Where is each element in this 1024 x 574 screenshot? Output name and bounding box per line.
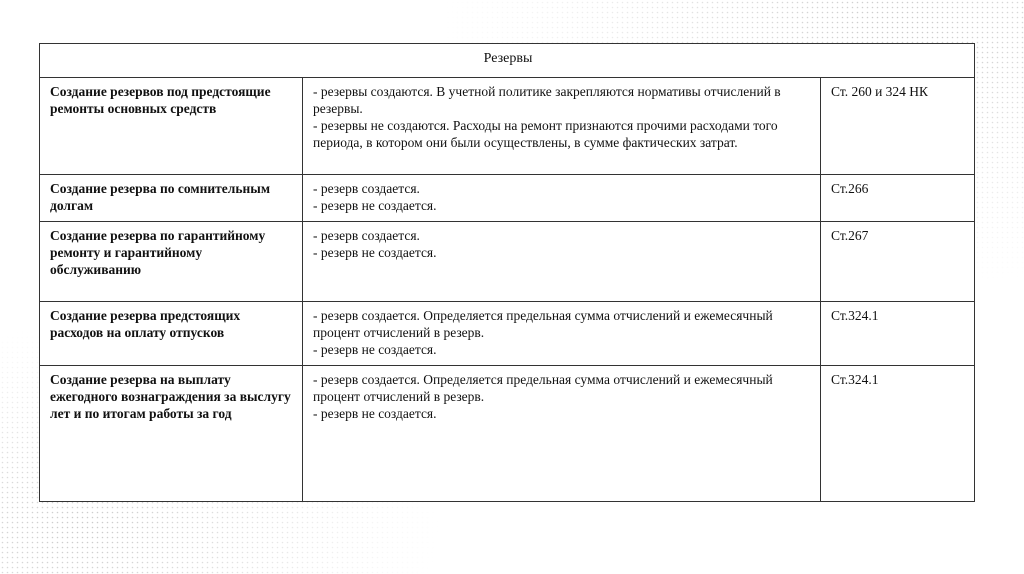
description-line: - резерв не создается.: [313, 198, 437, 213]
description-line: - резервы не создаются. Расходы на ремонт признаются прочими расходами того периода, в котором они были осуществлены, в сумме фактических затрат.: [313, 118, 778, 150]
table-row: [40, 78, 975, 175]
tax-code-reference-cell: Ст.266: [821, 175, 975, 222]
description-line: - резерв создается.: [313, 181, 420, 196]
tax-code-reference-cell: Ст.267: [821, 222, 975, 302]
table-row: [40, 175, 975, 222]
reserve-name-cell: Создание резерва по гарантийному ремонту и гарантийному обслуживанию: [40, 222, 303, 302]
reserve-name-cell: Создание резерва по сомнительным долгам: [40, 175, 303, 222]
table-row: [40, 302, 975, 366]
tax-code-reference-cell: Ст.324.1: [821, 366, 975, 502]
reserves-table-container: [39, 43, 974, 502]
reserve-description-cell: [303, 302, 821, 366]
description-line: - резервы создаются. В учетной политике закрепляются нормативы отчислений в резервы.: [313, 84, 781, 116]
description-line: - резерв не создается.: [313, 342, 437, 357]
reserve-description-cell: [303, 175, 821, 222]
reserve-description-cell: [303, 222, 821, 302]
table-row: [40, 222, 975, 302]
tax-code-reference-cell: Ст.324.1: [821, 302, 975, 366]
table-header-row: [40, 44, 975, 78]
reserves-table: [39, 43, 975, 502]
description-line: - резерв создается. Определяется предельная сумма отчислений и ежемесячный процент отчислений в резерв.: [313, 308, 773, 340]
table-title: Резервы: [40, 44, 975, 78]
description-line: - резерв не создается.: [313, 406, 437, 421]
reserve-name-cell: Создание резерва на выплату ежегодного вознаграждения за выслугу лет и по итогам работы за год: [40, 366, 303, 502]
reserve-description-cell: [303, 78, 821, 175]
table-row: [40, 366, 975, 502]
reserve-name-cell: Создание резерва предстоящих расходов на оплату отпусков: [40, 302, 303, 366]
reserve-description-cell: [303, 366, 821, 502]
tax-code-reference-cell: Ст. 260 и 324 НК: [821, 78, 975, 175]
description-line: - резерв не создается.: [313, 245, 437, 260]
reserve-name-cell: Создание резервов под предстоящие ремонты основных средств: [40, 78, 303, 175]
description-line: - резерв создается. Определяется предельная сумма отчислений и ежемесячный процент отчислений в резерв.: [313, 372, 773, 404]
description-line: - резерв создается.: [313, 228, 420, 243]
